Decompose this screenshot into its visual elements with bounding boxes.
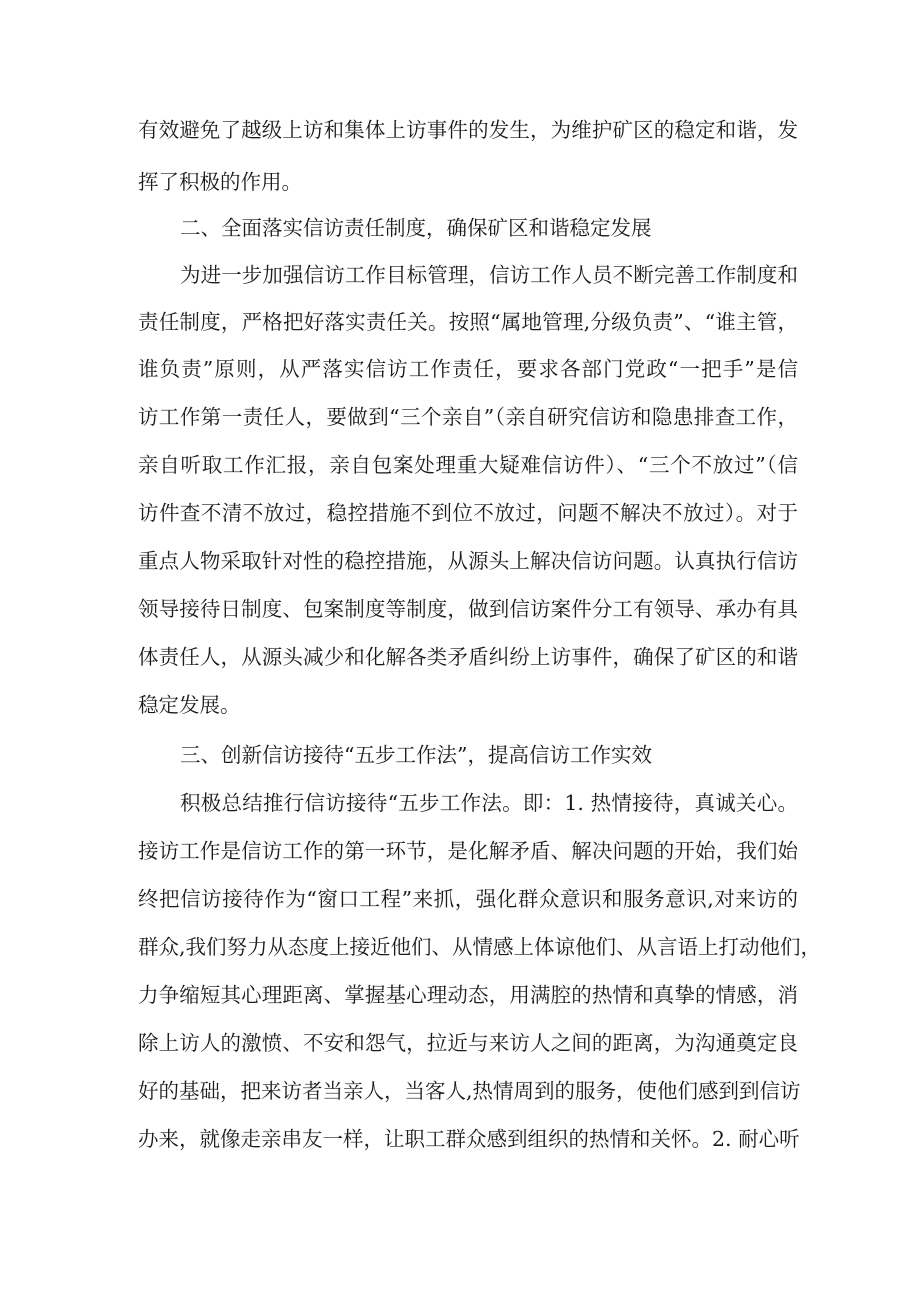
paragraph-line: 责任制度，严格把好落实责任关。按照“属地管理,分级负责”、“谁主管， — [138, 310, 798, 334]
paragraph-line: 稳定发展。 — [138, 693, 241, 717]
paragraph-line: 亲自听取工作汇报，亲自包案处理重大疑难信访件）、“三个不放过”（信 — [138, 453, 798, 477]
section-heading: 二、全面落实信访责任制度，确保矿区和谐稳定发展 — [180, 216, 652, 240]
section-heading: 三、创新信访接待“五步工作法”，提高信访工作实效 — [180, 743, 652, 767]
paragraph-line: 体责任人，从源头减少和化解各类矛盾纠纷上访事件，确保了矿区的和谐 — [138, 645, 798, 669]
paragraph-line: 挥了积极的作用。 — [138, 170, 302, 194]
paragraph-line: 办来，就像走亲串友一样，让职工群众感到组织的热情和关怀。2. 耐心听 — [138, 1127, 800, 1151]
paragraph-line: 群众,我们努力从态度上接近他们、从情感上体谅他们、从言语上打动他们， — [138, 935, 822, 959]
paragraph-line: 除上访人的激愤、不安和怨气，拉近与来访人之间的距离，为沟通奠定良 — [138, 1031, 798, 1055]
paragraph-line: 访件查不清不放过，稳控措施不到位不放过，问题不解决不放过）。对于 — [138, 501, 798, 525]
paragraph-line: 谁负责”原则，从严落实信访工作责任，要求各部门党政“一把手”是信 — [138, 357, 798, 381]
paragraph-line: 好的基础，把来访者当亲人，当客人,热情周到的服务，使他们感到到信访 — [138, 1079, 801, 1103]
paragraph-line: 积极总结推行信访接待“五步工作法。即：1. 热情接待，真诚关心。 — [180, 791, 798, 815]
paragraph-line: 领导接待日制度、包案制度等制度，做到信访案件分工有领导、承办有具 — [138, 597, 798, 621]
paragraph-line: 为进一步加强信访工作目标管理，信访工作人员不断完善工作制度和 — [180, 263, 798, 287]
paragraph-line: 力争缩短其心理距离、掌握基心理动态，用满腔的热情和真挚的情感，消 — [138, 983, 798, 1007]
paragraph-line: 重点人物采取针对性的稳控措施，从源头上解决信访问题。认真执行信访 — [138, 549, 798, 573]
paragraph-line: 访工作第一责任人，要做到“三个亲自”（亲自研究信访和隐患排查工作， — [138, 405, 798, 429]
paragraph-line: 终把信访接待作为“窗口工程”来抓，强化群众意识和服务意识,对来访的 — [138, 887, 798, 911]
paragraph-line: 接访工作是信访工作的第一环节，是化解矛盾、解决问题的开始，我们始 — [138, 839, 798, 863]
paragraph-line: 有效避免了越级上访和集体上访事件的发生，为维护矿区的稳定和谐，发 — [138, 118, 798, 142]
